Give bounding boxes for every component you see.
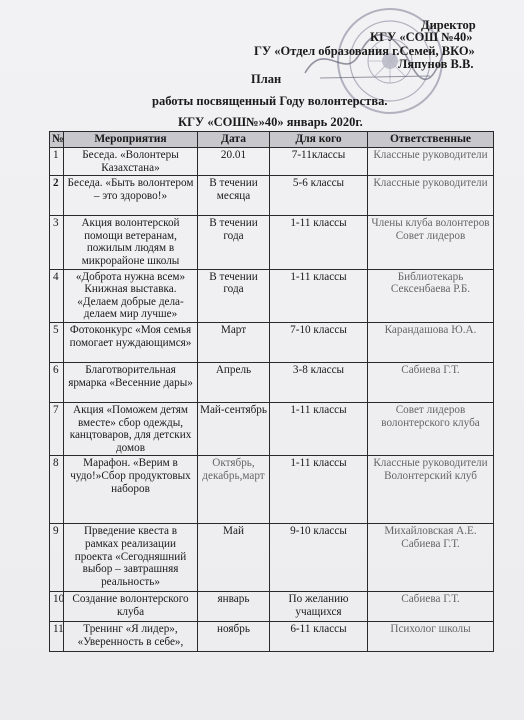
column-header-event: Мероприятия — [64, 132, 198, 148]
row-date: В течении месяца — [198, 176, 270, 216]
row-audience: 5-6 классы — [270, 176, 368, 216]
row-number: 1 — [50, 148, 64, 176]
row-responsible: Сабиева Г.Т. — [368, 592, 494, 622]
row-event: Фотоконкурс «Моя семья помогает нуждающимся» — [64, 322, 198, 362]
row-audience: 1-11 классы — [270, 269, 368, 322]
table-row — [50, 402, 494, 455]
row-event: Акция волонтерской помощи ветеранам, пожилым людям в микрорайоне школы — [64, 216, 198, 269]
table-row — [50, 322, 494, 362]
row-number: 6 — [50, 362, 64, 402]
table-row — [50, 362, 494, 402]
row-audience: 7-10 классы — [270, 322, 368, 362]
row-responsible: Карандашова Ю.А. — [368, 322, 494, 362]
director-position: Директор — [421, 18, 476, 32]
row-date: Май-сентябрь — [198, 402, 270, 455]
row-number: 4 — [50, 269, 64, 322]
table-row — [50, 524, 494, 592]
row-event: Беседа. «Быть волонтером – это здорово!» — [64, 176, 198, 216]
row-responsible: Классные руководители Волонтерский клуб — [368, 456, 494, 524]
row-event: Марафон. «Верим в чудо!»Сбор продуктовых наборов — [64, 456, 198, 524]
row-number: 9 — [50, 524, 64, 592]
row-audience: 1-11 классы — [270, 456, 368, 524]
table-header-row — [50, 132, 494, 148]
table-row — [50, 148, 494, 176]
row-number: 3 — [50, 216, 64, 269]
row-number: 7 — [50, 402, 64, 455]
row-number: 11 — [50, 622, 64, 652]
department-name: ГУ «Отдел образования г.Семей, ВКО» — [254, 44, 475, 58]
column-header-number: № — [50, 132, 64, 148]
row-audience: 7-11классы — [270, 148, 368, 176]
row-audience: 3-8 классы — [270, 362, 368, 402]
row-date: 20.01 — [198, 148, 270, 176]
row-number: 5 — [50, 322, 64, 362]
director-name: Ляпунов В.В. — [398, 57, 474, 71]
row-number: 10 — [50, 592, 64, 622]
row-responsible: Психолог школы — [368, 622, 494, 652]
row-event: Тренинг «Я лидер», «Уверенность в себе», — [64, 622, 198, 652]
row-responsible: Михайловская А.Е. Сабиева Г.Т. — [368, 524, 494, 592]
events-table — [49, 131, 494, 652]
row-date: январь — [198, 592, 270, 622]
row-audience: 9-10 классы — [270, 524, 368, 592]
row-number: 2 — [50, 176, 64, 216]
row-date: Март — [198, 322, 270, 362]
column-header-responsible: Ответственные — [368, 132, 494, 148]
table-row — [50, 456, 494, 524]
table-row — [50, 216, 494, 269]
row-responsible: Совет лидеров волонтерского клуба — [368, 402, 494, 455]
row-responsible: Сабиева Г.Т. — [368, 362, 494, 402]
row-event: Создание волонтерского клуба — [64, 592, 198, 622]
row-audience: По желанию учащихся — [270, 592, 368, 622]
table-row — [50, 622, 494, 652]
column-header-date: Дата — [198, 132, 270, 148]
table-row — [50, 176, 494, 216]
row-event: Беседа. «Волонтеры Казахстана» — [64, 148, 198, 176]
row-number: 8 — [50, 456, 64, 524]
plan-school-date: КГУ «СОШ№»40» январь 2020г. — [178, 115, 363, 129]
row-responsible: Члены клуба волонтеров Совет лидеров — [368, 216, 494, 269]
row-date: В течении года — [198, 269, 270, 322]
row-audience: 6-11 классы — [270, 622, 368, 652]
row-date: Май — [198, 524, 270, 592]
column-header-audience: Для кого — [270, 132, 368, 148]
row-responsible: Библиотекарь Сексенбаева Р.Б. — [368, 269, 494, 322]
row-event: «Доброта нужна всем» Книжная выставка. «Делаем добрые дела-делаем мир лучше» — [64, 269, 198, 322]
row-event: Прведение квеста в рамках реализации проекта «Сегодняшний выбор – завтрашняя реальность» — [64, 524, 198, 592]
table-row — [50, 592, 494, 622]
school-name: КГУ «СОШ №40» — [370, 30, 473, 44]
plan-title: План — [251, 72, 282, 86]
row-responsible: Классные руководители — [368, 176, 494, 216]
table-row — [50, 269, 494, 322]
plan-subtitle: работы посвященный Году волонтерства. — [152, 94, 388, 108]
row-date: Октябрь, декабрь,март — [198, 456, 270, 524]
row-audience: 1-11 классы — [270, 216, 368, 269]
row-event: Благотворительная ярмарка «Весенние дары» — [64, 362, 198, 402]
row-date: В течении года — [198, 216, 270, 269]
row-audience: 1-11 классы — [270, 402, 368, 455]
row-date: Апрель — [198, 362, 270, 402]
row-event: Акция «Поможем детям вместе» сбор одежды, канцтоваров, для детских домов — [64, 402, 198, 455]
row-responsible: Классные руководители — [368, 148, 494, 176]
row-date: ноябрь — [198, 622, 270, 652]
